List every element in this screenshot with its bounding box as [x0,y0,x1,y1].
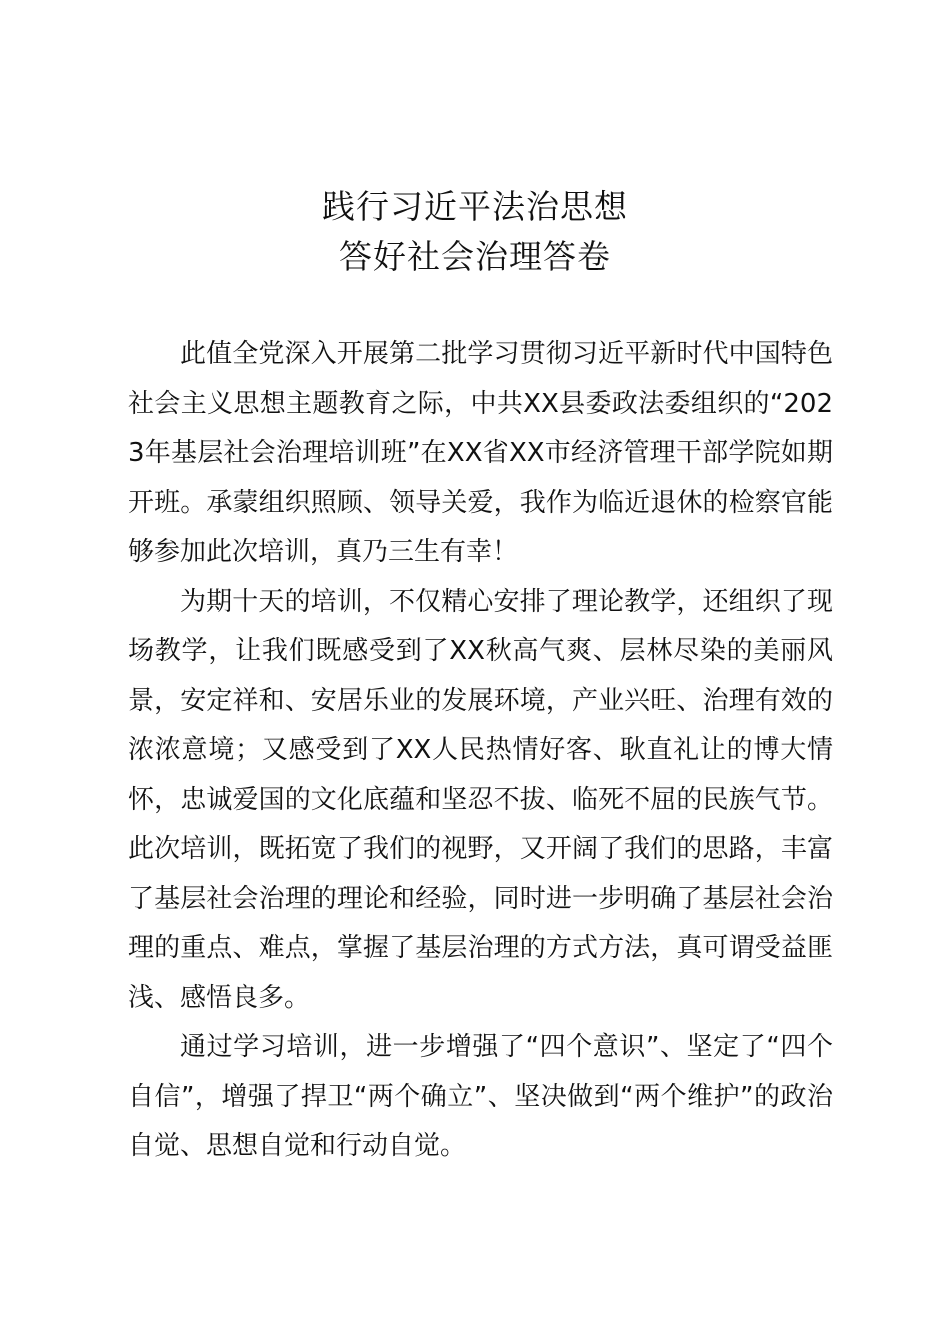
paragraph-2: 为期十天的培训，不仅精心安排了理论教学，还组织了现场教学，让我们既感受到了XX秋高气爽、层林尽染的美丽风景，安定祥和、安居乐业的发展环境，产业兴旺、治理有效的浓浓意境；又感受到了XX人民热情好客、耿直礼让的博大情怀，忠诚爱国的文化底蕴和坚忍不拔、临死不屈的民族气节。此次培训，既拓宽了我们的视野，又开阔了我们的思路，丰富了基层社会治理的理论和经验，同时进一步明确了基层社会治理的重点、难点，掌握了基层治理的方式方法，真可谓受益匪浅、感悟良多。 [128,586,833,1013]
paragraph-3: 通过学习培训，进一步增强了“四个意识”、坚定了“四个自信”，增强了捍卫“两个确立”、坚决做到“两个维护”的政治自觉、思想自觉和行动自觉。 [128,1032,833,1161]
paragraph-1: 此值全党深入开展第二批学习贯彻习近平新时代中国特色社会主义思想主题教育之际，中共XX县委政法委组织的“2023年基层社会治理培训班”在XX省XX市经济管理干部学院如期开班。承蒙组织照顾、领导关爱，我作为临近退休的检察官能够参加此次培训，真乃三生有幸！ [128,339,833,567]
title-line-2: 答好社会治理答卷 [339,237,611,276]
document-body [128,330,833,1172]
title-line-1: 践行习近平法治思想 [322,187,628,226]
document-title [0,182,950,282]
